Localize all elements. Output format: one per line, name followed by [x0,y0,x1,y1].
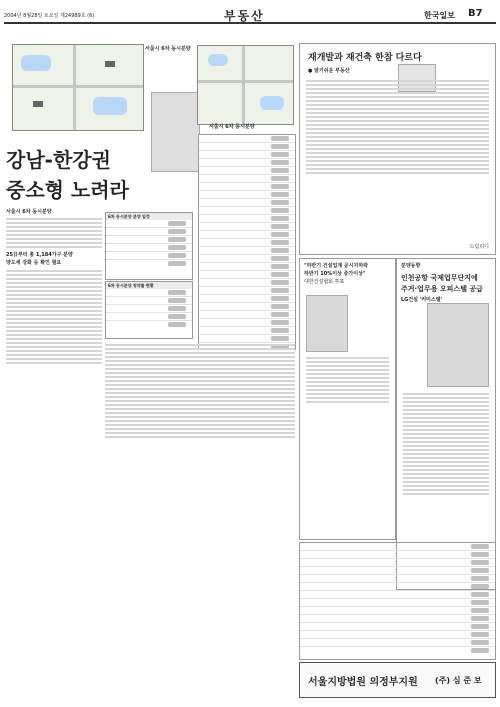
left-map [12,44,144,131]
bottom-right-listings [299,542,496,660]
right-news-kicker: 분양동향 [401,263,421,269]
right-mid-photo [306,295,348,352]
header-date: 2004년 8월28일 토요일 제24989호 (6) [4,13,95,19]
right-news-text [403,391,489,497]
right-top-subheading: ● 알기쉬운 부동산 [308,68,350,74]
right-top-text [306,78,489,176]
right-top-byline: 드림리디 [469,244,489,250]
main-title-line1: 강남-한강권 [6,148,111,172]
left-stats-1: 25日부터 총 1,184가구 분양 [6,252,73,258]
right-mid-text [306,355,389,405]
right-mid-title-2: 하반기 10%이상 증가이상" [304,271,366,277]
right-news-photo [427,303,489,387]
schedule-table [105,212,193,280]
right-news-headline-2: 주거·업무용 오피스텔 공급 [401,285,483,293]
apartment-photo [151,92,200,172]
schedule-table-title: 6차 동시분양 분양 일정 [106,213,192,220]
right-mid-box [299,258,396,540]
paper-name: 한국일보 [424,11,455,20]
center-main-table [198,134,296,350]
right-news-headline-1: 인천공항 국제업무단지에 [401,274,478,282]
page-number: B7 [468,8,483,19]
center-bottom-text [105,342,295,440]
right-mid-title-1: "하반기 건설업계 공시지하락 [304,263,369,269]
left-paragraph-1 [6,218,102,248]
bottom-ad-suffix: (주) 심 준 보 [435,676,482,685]
left-text-block [6,209,102,366]
center-map-caption: 서울시 6차 동시분양 [209,124,255,130]
right-news-company: LG건설 '커미스텔' [401,297,443,303]
section-title: 부동산 [224,9,265,23]
bottom-ad [299,662,496,698]
rate-table-title: 6차 동시분양 청약률 현황 [106,282,192,289]
right-news-box [396,258,496,590]
main-title-line2: 중소형 노려라 [6,178,129,202]
left-map-caption: 서울시 6차 동시분양 [145,46,191,52]
left-paragraph-2 [6,270,102,364]
bottom-ad-text: 서울지방법원 의정부지원 [308,677,418,688]
right-top-box [299,43,496,255]
right-mid-title-3: 대한건설협회 투표 [304,279,345,285]
center-map [197,45,294,125]
page-header [4,6,496,24]
left-subhead: 서울시 6차 동시분양 [6,209,52,215]
left-stats-2: 양도세 강화 등 확인 필요 [6,260,62,266]
rate-table [105,281,193,339]
main-title [6,148,129,202]
right-top-headline: 재개발과 재건축 한참 다르다 [308,53,422,63]
